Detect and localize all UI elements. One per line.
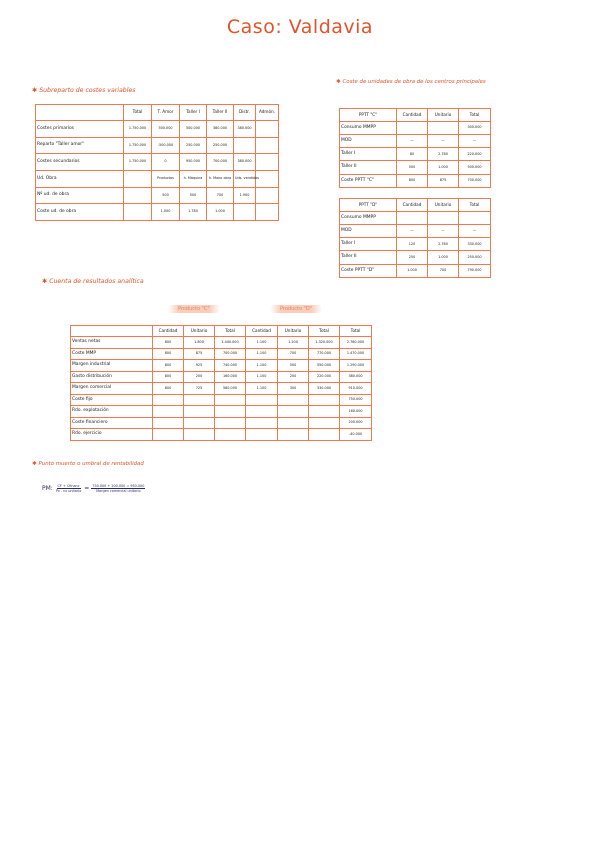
column-header: Unitario — [184, 326, 215, 337]
column-header: Cantidad — [397, 109, 428, 122]
table-cell: 300.000 — [459, 121, 491, 134]
table-cell: 380.000 — [340, 371, 372, 383]
table-cell: 700.000 — [207, 154, 234, 171]
table-cell: — — [459, 224, 491, 237]
row-label: Rdo. ejercicio — [71, 429, 153, 441]
row-label: Nº ud. de obra — [36, 187, 124, 204]
row-label: Taller I — [340, 238, 397, 251]
table-cell — [256, 121, 279, 138]
table-row — [36, 121, 279, 138]
table-cell: 2.780 — [428, 148, 459, 161]
table-cell — [184, 394, 215, 406]
row-label: Coste fijo — [71, 394, 153, 406]
column-header: Total — [215, 326, 246, 337]
table-cell — [124, 171, 152, 188]
section-subreparto-label: Subreparto de costes variables — [39, 87, 136, 94]
coste-producto-d-table — [339, 198, 491, 278]
column-header: Unitario — [428, 199, 459, 212]
table-cell: h. Máquina — [180, 171, 207, 188]
table-cell — [124, 204, 152, 221]
highlight-producto-c: Producto "C" — [168, 305, 220, 313]
table-cell: 500.000 — [459, 161, 491, 174]
column-header: Total — [309, 326, 340, 337]
table-cell — [309, 429, 340, 441]
column-header: PPTT "D" — [340, 199, 397, 212]
table-cell: 770.000 — [309, 348, 340, 360]
table-cell: -500.000 — [152, 137, 180, 154]
table-row — [36, 171, 279, 188]
table-cell: 1.000 — [152, 204, 180, 221]
table-row — [340, 161, 491, 174]
column-header: Distr. — [234, 105, 256, 121]
column-header: Total — [124, 105, 152, 121]
section-subreparto: ✱ Subreparto de costes variables — [32, 87, 136, 94]
table-row — [71, 371, 372, 383]
table-cell — [309, 394, 340, 406]
table-cell — [215, 429, 246, 441]
table-header-row — [36, 105, 279, 121]
table-cell: 1.900 — [234, 187, 256, 204]
table-row — [340, 134, 491, 147]
table-cell: 550.000 — [309, 360, 340, 372]
table-cell: 500.000 — [152, 121, 180, 138]
table-cell: 120 — [397, 238, 428, 251]
table-cell: 500 — [397, 161, 428, 174]
row-label: Gasto distribución — [71, 371, 153, 383]
table-cell: 250 — [397, 251, 428, 264]
row-label: Consumo MMPP — [340, 121, 397, 134]
table-cell — [309, 417, 340, 429]
table-cell: — — [397, 224, 428, 237]
table-cell — [278, 429, 309, 441]
formula-numerator-2: 750.000 + 200.000 = 950.000 — [92, 484, 145, 488]
table-cell: 875 — [428, 174, 459, 187]
table-cell — [278, 417, 309, 429]
table-cell — [397, 211, 428, 224]
table-cell: 700 — [278, 348, 309, 360]
table-cell — [246, 406, 278, 418]
table-cell: 750.000 — [340, 394, 372, 406]
table-cell: 1.000 — [428, 161, 459, 174]
formula-lhs: PM: — [42, 485, 53, 492]
column-header: Unitario — [428, 109, 459, 122]
row-label: Consumo MMPP — [340, 211, 397, 224]
table-cell — [256, 137, 279, 154]
table-row — [36, 187, 279, 204]
table-cell — [234, 137, 256, 154]
table-cell: 700 — [428, 264, 459, 277]
table-cell: 1.470.000 — [340, 348, 372, 360]
table-cell: 1.000 — [428, 251, 459, 264]
table-row — [36, 154, 279, 171]
table-cell: 950.000 — [180, 154, 207, 171]
table-cell: 910.000 — [340, 383, 372, 395]
row-label: Taller I — [340, 148, 397, 161]
column-header: PPTT "C" — [340, 109, 397, 122]
table-cell: — — [428, 134, 459, 147]
table-cell: 800 — [153, 371, 184, 383]
column-header: Taller I — [180, 105, 207, 121]
row-label: Coste financiero — [71, 417, 153, 429]
table-cell — [153, 417, 184, 429]
table-cell — [246, 429, 278, 441]
table-cell — [246, 394, 278, 406]
table-row — [340, 264, 491, 277]
table-cell: 700.000 — [459, 174, 491, 187]
table-cell: 380.000 — [207, 121, 234, 138]
table-row — [340, 224, 491, 237]
table-cell — [397, 121, 428, 134]
table-cell: 1.100 — [246, 383, 278, 395]
column-header — [71, 326, 153, 337]
table-row — [340, 121, 491, 134]
table-cell: 1.000 — [207, 204, 234, 221]
column-header: Cantidad — [246, 326, 278, 337]
table-cell: 250.000 — [207, 137, 234, 154]
table-cell — [428, 211, 459, 224]
table-cell: Uds. vendidas — [234, 171, 256, 188]
table-cell: 875 — [184, 348, 215, 360]
table-cell: Productos — [152, 171, 180, 188]
table-row — [340, 238, 491, 251]
table-cell: 1.750.000 — [124, 137, 152, 154]
table-row — [71, 394, 372, 406]
section-cuenta-resultados: ✱ Cuenta de resultados analítica — [42, 278, 144, 285]
column-header: Total — [459, 199, 491, 212]
column-header: Admón. — [256, 105, 279, 121]
table-row — [71, 429, 372, 441]
table-cell: — — [428, 224, 459, 237]
table-cell — [278, 406, 309, 418]
table-row — [71, 406, 372, 418]
table-cell: 1.440.000 — [215, 337, 246, 349]
row-label: Coste PPTT "D" — [340, 264, 397, 277]
table-cell: 300 — [278, 383, 309, 395]
table-cell: 250.000 — [459, 251, 491, 264]
table-cell: 1.200 — [278, 337, 309, 349]
table-cell — [256, 187, 279, 204]
row-label: Costes secundarios — [36, 154, 124, 171]
table-cell: 800 — [397, 174, 428, 187]
table-cell — [215, 417, 246, 429]
table-cell: 800 — [153, 383, 184, 395]
highlight-producto-d: Producto "D" — [270, 305, 322, 313]
row-label: Taller II — [340, 251, 397, 264]
table-cell: 1.750.000 — [124, 154, 152, 171]
column-header: Cantidad — [397, 199, 428, 212]
table-header-row — [340, 199, 491, 212]
table-cell — [153, 429, 184, 441]
column-header: Unitario — [278, 326, 309, 337]
row-label: Coste MMP — [71, 348, 153, 360]
table-cell: 250.000 — [180, 137, 207, 154]
section-coste-unidades: ✱ Coste de unidades de obra de los centros principales — [336, 79, 486, 85]
table-cell: 160.000 — [340, 406, 372, 418]
table-header-row — [340, 109, 491, 122]
table-row — [340, 211, 491, 224]
table-cell: 1.800 — [184, 337, 215, 349]
row-label: Costes primarios — [36, 121, 124, 138]
table-cell: 725 — [184, 383, 215, 395]
column-header: Total — [340, 326, 372, 337]
table-cell: 80 — [397, 148, 428, 161]
table-cell — [246, 417, 278, 429]
table-cell: 925 — [184, 360, 215, 372]
formula-equals: = — [84, 485, 90, 492]
table-cell — [278, 394, 309, 406]
section-punto-muerto: ✱ Punto muerto o umbral de rentabilidad — [32, 461, 144, 467]
section-cuenta-resultados-label: Cuenta de resultados analítica — [49, 278, 144, 285]
formula-numerator: CF + Cfinanc — [57, 484, 80, 488]
table-cell — [256, 154, 279, 171]
row-label: MOD — [340, 224, 397, 237]
row-label: Reparto "Taller amor" — [36, 137, 124, 154]
table-row — [71, 383, 372, 395]
table-cell: 800 — [153, 337, 184, 349]
table-cell: 1.100 — [246, 360, 278, 372]
table-header-row — [71, 326, 372, 337]
table-cell: 380.000 — [234, 154, 256, 171]
row-label: Taller II — [340, 161, 397, 174]
column-header: Taller II — [207, 105, 234, 121]
table-cell: 800 — [153, 360, 184, 372]
table-cell — [184, 417, 215, 429]
table-row — [340, 251, 491, 264]
table-cell: 2.780 — [428, 238, 459, 251]
column-header: T. Amor — [152, 105, 180, 121]
row-label: Ventas netas — [71, 337, 153, 349]
table-cell — [215, 394, 246, 406]
table-cell: — — [459, 134, 491, 147]
table-cell — [153, 406, 184, 418]
table-row — [71, 360, 372, 372]
table-row — [71, 348, 372, 360]
formula-denominator-2: Margen comercial unitario — [96, 489, 141, 493]
subreparto-table — [35, 104, 279, 221]
table-cell: 1.290.000 — [340, 360, 372, 372]
page-title: Caso: Valdavia — [226, 16, 374, 38]
table-cell — [309, 406, 340, 418]
table-cell: 790.000 — [459, 264, 491, 277]
table-cell: 800 — [153, 348, 184, 360]
table-cell: 330.000 — [309, 383, 340, 395]
row-label: Margen comercial — [71, 383, 153, 395]
table-row — [36, 137, 279, 154]
table-cell: 1.750.000 — [124, 121, 152, 138]
table-cell: 1.100 — [246, 337, 278, 349]
table-cell: -40.000 — [340, 429, 372, 441]
table-cell: 330.000 — [459, 238, 491, 251]
table-cell: 200 — [278, 371, 309, 383]
table-cell: 0 — [152, 154, 180, 171]
table-cell: 500 — [278, 360, 309, 372]
coste-producto-c-table — [339, 108, 491, 188]
row-label: Ud. Obra — [36, 171, 124, 188]
table-cell — [428, 121, 459, 134]
table-cell: 200.000 — [340, 417, 372, 429]
formula-denominator: Pv - cv unitario — [55, 489, 82, 493]
table-cell — [124, 187, 152, 204]
table-cell: 1.780 — [180, 204, 207, 221]
row-label: Coste PPTT "C" — [340, 174, 397, 187]
table-cell: 1.320.000 — [309, 337, 340, 349]
table-cell: 160.000 — [215, 371, 246, 383]
table-cell: 2.760.000 — [340, 337, 372, 349]
row-label: Coste ud. de obra — [36, 204, 124, 221]
section-punto-muerto-label: Punto muerto o umbral de rentabilidad — [38, 461, 144, 467]
table-cell: 700.000 — [215, 348, 246, 360]
table-row — [71, 337, 372, 349]
table-cell — [184, 429, 215, 441]
table-row — [340, 148, 491, 161]
table-cell — [459, 211, 491, 224]
formula-fraction-1 — [55, 484, 82, 493]
cuenta-resultados-table — [70, 325, 372, 441]
row-label: MOD — [340, 134, 397, 147]
table-cell: h. Mano obra — [207, 171, 234, 188]
row-label: Margen industrial — [71, 360, 153, 372]
table-cell: 1.100 — [246, 348, 278, 360]
table-cell: 700 — [207, 187, 234, 204]
table-row — [340, 174, 491, 187]
column-header — [36, 105, 124, 121]
table-cell: 500 — [152, 187, 180, 204]
table-cell: 1.100 — [246, 371, 278, 383]
table-cell: 380.000 — [234, 121, 256, 138]
table-row — [71, 417, 372, 429]
table-cell: — — [397, 134, 428, 147]
table-row — [36, 204, 279, 221]
table-cell — [256, 204, 279, 221]
table-cell: 740.000 — [215, 360, 246, 372]
section-coste-unidades-label: Coste de unidades de obra de los centros principales — [342, 79, 486, 85]
table-cell — [215, 406, 246, 418]
formula-fraction-2 — [91, 484, 145, 493]
table-cell: 500.000 — [180, 121, 207, 138]
table-cell: 1.000 — [397, 264, 428, 277]
punto-muerto-formula — [42, 484, 145, 493]
table-cell: 220.000 — [309, 371, 340, 383]
table-cell: 220.000 — [459, 148, 491, 161]
table-cell — [234, 204, 256, 221]
table-cell: 500 — [180, 187, 207, 204]
table-cell: 200 — [184, 371, 215, 383]
column-header: Total — [459, 109, 491, 122]
table-cell: 580.000 — [215, 383, 246, 395]
column-header: Cantidad — [153, 326, 184, 337]
table-cell — [153, 394, 184, 406]
row-label: Rdo. explotación — [71, 406, 153, 418]
table-cell — [184, 406, 215, 418]
